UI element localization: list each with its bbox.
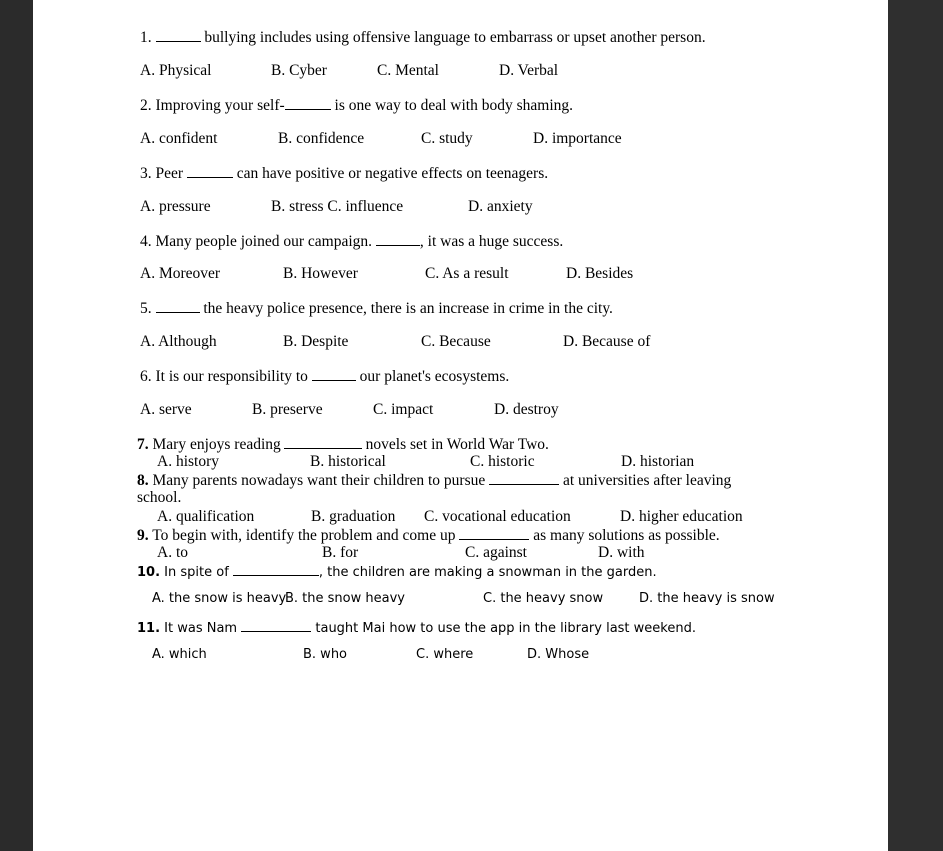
question-text: Many parents nowadays want their children to pursue — [152, 472, 486, 489]
q10-option-a: A. the snow is heavy — [152, 591, 287, 606]
question-8 — [137, 471, 731, 490]
q2-option-c: C. study — [421, 130, 473, 147]
question-11 — [137, 618, 696, 638]
answer-blank — [312, 367, 356, 381]
question-number: 8. — [137, 472, 149, 489]
question-4 — [140, 232, 563, 251]
q6-option-a: A. serve — [140, 401, 192, 418]
q11-option-c: C. where — [416, 647, 474, 662]
question-text-rest: can have positive or negative effects on teenagers. — [236, 165, 549, 182]
question-text-rest: is one way to deal with body shaming. — [334, 97, 574, 114]
question-text-rest: as many solutions as possible. — [533, 527, 720, 544]
q6-option-d: D. destroy — [494, 401, 559, 418]
question-7 — [137, 435, 549, 454]
q6-option-b: B. preserve — [252, 401, 323, 418]
q7-option-b: B. historical — [310, 453, 386, 470]
question-text: 2. Improving your self- — [140, 97, 285, 114]
question-number: 11. — [137, 621, 161, 636]
question-text: the heavy police presence, there is an increase in crime in the city. — [203, 300, 613, 317]
q11-option-b: B. who — [303, 647, 348, 662]
answer-blank — [187, 164, 233, 178]
q4-option-c: C. As a result — [425, 265, 509, 282]
q3-option-bc: B. stress C. influence — [271, 198, 404, 215]
q5-option-b: B. Despite — [283, 333, 349, 350]
answer-blank — [459, 526, 529, 540]
q4-option-b: B. However — [283, 265, 358, 282]
question-text: It was Nam — [164, 621, 238, 636]
q11-option-a: A. which — [152, 647, 207, 662]
q2-option-d: D. importance — [533, 130, 622, 147]
question-text-rest: our planet's ecosystems. — [359, 368, 510, 385]
question-text: 3. Peer — [140, 165, 184, 182]
question-number: 5. — [140, 300, 152, 317]
q9-option-d: D. with — [598, 544, 645, 561]
q3-option-d: D. anxiety — [468, 198, 533, 215]
q6-option-c: C. impact — [373, 401, 434, 418]
answer-blank — [241, 618, 311, 632]
answer-blank — [489, 471, 559, 485]
question-text: Mary enjoys reading — [152, 436, 281, 453]
viewer-margin-right — [888, 0, 943, 851]
q11-option-d: D. Whose — [527, 647, 590, 662]
question-text-rest: , it was a huge success. — [419, 233, 564, 250]
question-text-rest: novels set in World War Two. — [365, 436, 549, 453]
q9-option-b: B. for — [322, 544, 359, 561]
q1-option-b: B. Cyber — [271, 62, 327, 79]
q8-option-c: C. vocational education — [424, 508, 571, 525]
question-number: 10. — [137, 565, 161, 580]
question-text-rest: at universities after leaving — [562, 472, 732, 489]
question-10 — [137, 562, 657, 582]
q4-option-a: A. Moreover — [140, 265, 221, 282]
answer-blank — [376, 232, 420, 246]
question-number: 1. — [140, 29, 152, 46]
answer-blank — [233, 562, 319, 576]
question-text-rest: taught Mai how to use the app in the library last weekend. — [315, 621, 696, 636]
q7-option-c: C. historic — [470, 453, 535, 470]
q3-option-a: A. pressure — [140, 198, 211, 215]
q10-option-d: D. the heavy is snow — [639, 591, 775, 606]
q8-option-b: B. graduation — [311, 508, 396, 525]
answer-blank — [285, 96, 331, 110]
question-number: 9. — [137, 527, 149, 544]
question-2 — [140, 96, 573, 115]
question-text: 6. It is our responsibility to — [140, 368, 308, 385]
q8-option-d: D. higher education — [620, 508, 743, 525]
question-8-continuation: school. — [137, 489, 182, 506]
q1-option-c: C. Mental — [377, 62, 439, 79]
q10-option-b: B. the snow heavy — [285, 591, 405, 606]
answer-blank — [284, 435, 362, 449]
question-number: 7. — [137, 436, 149, 453]
q7-option-a: A. history — [157, 453, 219, 470]
question-text: In spite of — [164, 565, 229, 580]
question-6 — [140, 367, 509, 386]
q5-option-d: D. Because of — [563, 333, 651, 350]
question-5 — [140, 299, 613, 318]
viewer-margin-left — [0, 0, 33, 851]
q5-option-a: A. Although — [140, 333, 217, 350]
q9-option-a: A. to — [157, 544, 188, 561]
question-9 — [137, 526, 720, 545]
q7-option-d: D. historian — [621, 453, 695, 470]
question-text: To begin with, identify the problem and come up — [152, 527, 456, 544]
answer-blank — [156, 299, 200, 313]
q9-option-c: C. against — [465, 544, 527, 561]
question-3 — [140, 164, 548, 183]
q2-option-b: B. confidence — [278, 130, 365, 147]
question-text: bullying includes using offensive language to embarrass or upset another person. — [204, 29, 706, 46]
question-text: 4. Many people joined our campaign. — [140, 233, 373, 250]
q8-option-a: A. qualification — [157, 508, 255, 525]
document-page — [33, 0, 888, 851]
q10-option-c: C. the heavy snow — [483, 591, 604, 606]
q1-option-a: A. Physical — [140, 62, 212, 79]
q2-option-a: A. confident — [140, 130, 218, 147]
q4-option-d: D. Besides — [566, 265, 634, 282]
question-text-rest: , the children are making a snowman in the garden. — [318, 565, 657, 580]
question-1 — [140, 28, 706, 47]
answer-blank — [156, 28, 201, 42]
q1-option-d: D. Verbal — [499, 62, 559, 79]
q5-option-c: C. Because — [421, 333, 491, 350]
